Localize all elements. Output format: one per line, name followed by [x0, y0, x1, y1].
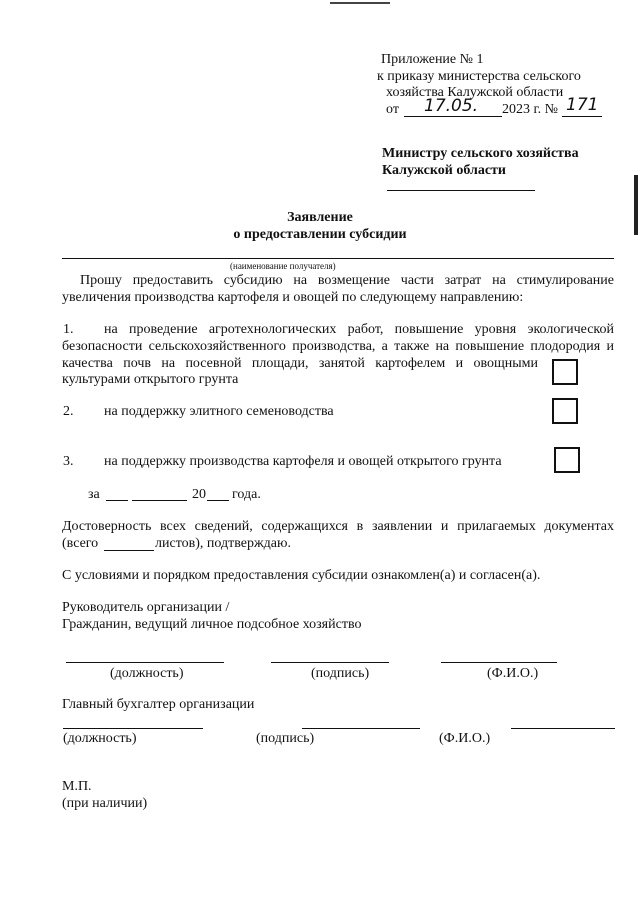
date-line: [404, 116, 502, 117]
sheet-count-field[interactable]: [104, 550, 154, 551]
accountant-signature-caption: (подпись): [256, 731, 315, 746]
period-field-1[interactable]: [106, 500, 128, 501]
head-position-caption: (должность): [110, 666, 184, 681]
head-signature-caption: (подпись): [311, 666, 370, 681]
option-2-label: на поддержку элитного семеноводства: [104, 404, 334, 419]
addressee-line-1: Министру сельского хозяйства: [382, 146, 579, 161]
scan-edge-mark: [634, 175, 638, 235]
confirmation-line-2b: листов), подтверждаю.: [155, 536, 291, 551]
confirmation-line-2a: (всего: [62, 536, 99, 551]
head-label-1: Руководитель организации /: [62, 600, 230, 615]
option-3-label: на поддержку производства картофеля и овощей открытого грунта: [104, 454, 502, 469]
accountant-signature-field[interactable]: [302, 728, 420, 729]
accountant-fio-field[interactable]: [511, 728, 615, 729]
period-prefix: за: [88, 487, 100, 502]
period-field-2[interactable]: [132, 500, 187, 501]
appendix-label: Приложение № 1: [381, 52, 484, 67]
option-1-checkbox[interactable]: [552, 359, 578, 385]
option-3-checkbox[interactable]: [554, 447, 580, 473]
year-and-number-label: 2023 г. №: [502, 102, 559, 117]
date-handwritten: 17.05.: [424, 96, 479, 116]
scan-artifact: [330, 2, 390, 4]
period-century: 20: [192, 487, 206, 502]
period-suffix: года.: [232, 487, 261, 502]
order-line-2: хозяйства Калужской области: [386, 85, 564, 100]
number-handwritten: 171: [566, 95, 599, 115]
head-position-field[interactable]: [66, 662, 224, 663]
addressee-signature-line: [387, 190, 535, 191]
option-1-line-4: культурами открытого грунта: [62, 372, 239, 387]
option-2-number: 2.: [63, 404, 74, 419]
document-title: Заявление: [287, 210, 353, 225]
accountant-position-field[interactable]: [63, 728, 203, 729]
intro-line-2: увеличения производства картофеля и овощей по следующему направлению:: [62, 290, 524, 305]
head-fio-caption: (Ф.И.О.): [487, 666, 539, 681]
addressee-line-2: Калужской области: [382, 163, 506, 178]
head-label-2: Гражданин, ведущий личное подсобное хозяйство: [62, 617, 362, 632]
option-3-number: 3.: [63, 454, 74, 469]
stamp-note: (при наличии): [62, 796, 148, 811]
option-1-number: 1.: [63, 322, 74, 337]
period-year-field[interactable]: [207, 500, 229, 501]
option-1-line-3: качества почв на посевной площади, занятой картофелем и овощными: [62, 356, 538, 371]
order-line-1: к приказу министерства сельского: [377, 69, 581, 84]
date-prefix: от: [386, 102, 399, 117]
accountant-label: Главный бухгалтер организации: [62, 697, 255, 712]
recipient-caption: (наименование получателя): [230, 261, 336, 271]
confirmation-line-1: Достоверность всех сведений, содержащихся в заявлении и прилагаемых документах: [62, 519, 614, 534]
document-subtitle: о предоставлении субсидии: [233, 227, 407, 242]
head-fio-field[interactable]: [441, 662, 557, 663]
accountant-fio-caption: (Ф.И.О.): [439, 731, 491, 746]
option-1-line-2: безопасности сельскохозяйственного производства, а также на повышение плодородия и: [62, 339, 614, 354]
number-line: [562, 116, 602, 117]
intro-line-1: Прошу предоставить субсидию на возмещение части затрат на стимулирование: [80, 273, 614, 288]
head-signature-field[interactable]: [271, 662, 389, 663]
recipient-name-field[interactable]: [62, 258, 614, 259]
stamp-label: М.П.: [62, 779, 92, 794]
accountant-position-caption: (должность): [63, 731, 137, 746]
option-1-line-1: на проведение агротехнологических работ, повышение уровня экологической: [104, 322, 614, 337]
option-2-checkbox[interactable]: [552, 398, 578, 424]
consent-text: С условиями и порядком предоставления субсидии ознакомлен(а) и согласен(а).: [62, 568, 541, 583]
